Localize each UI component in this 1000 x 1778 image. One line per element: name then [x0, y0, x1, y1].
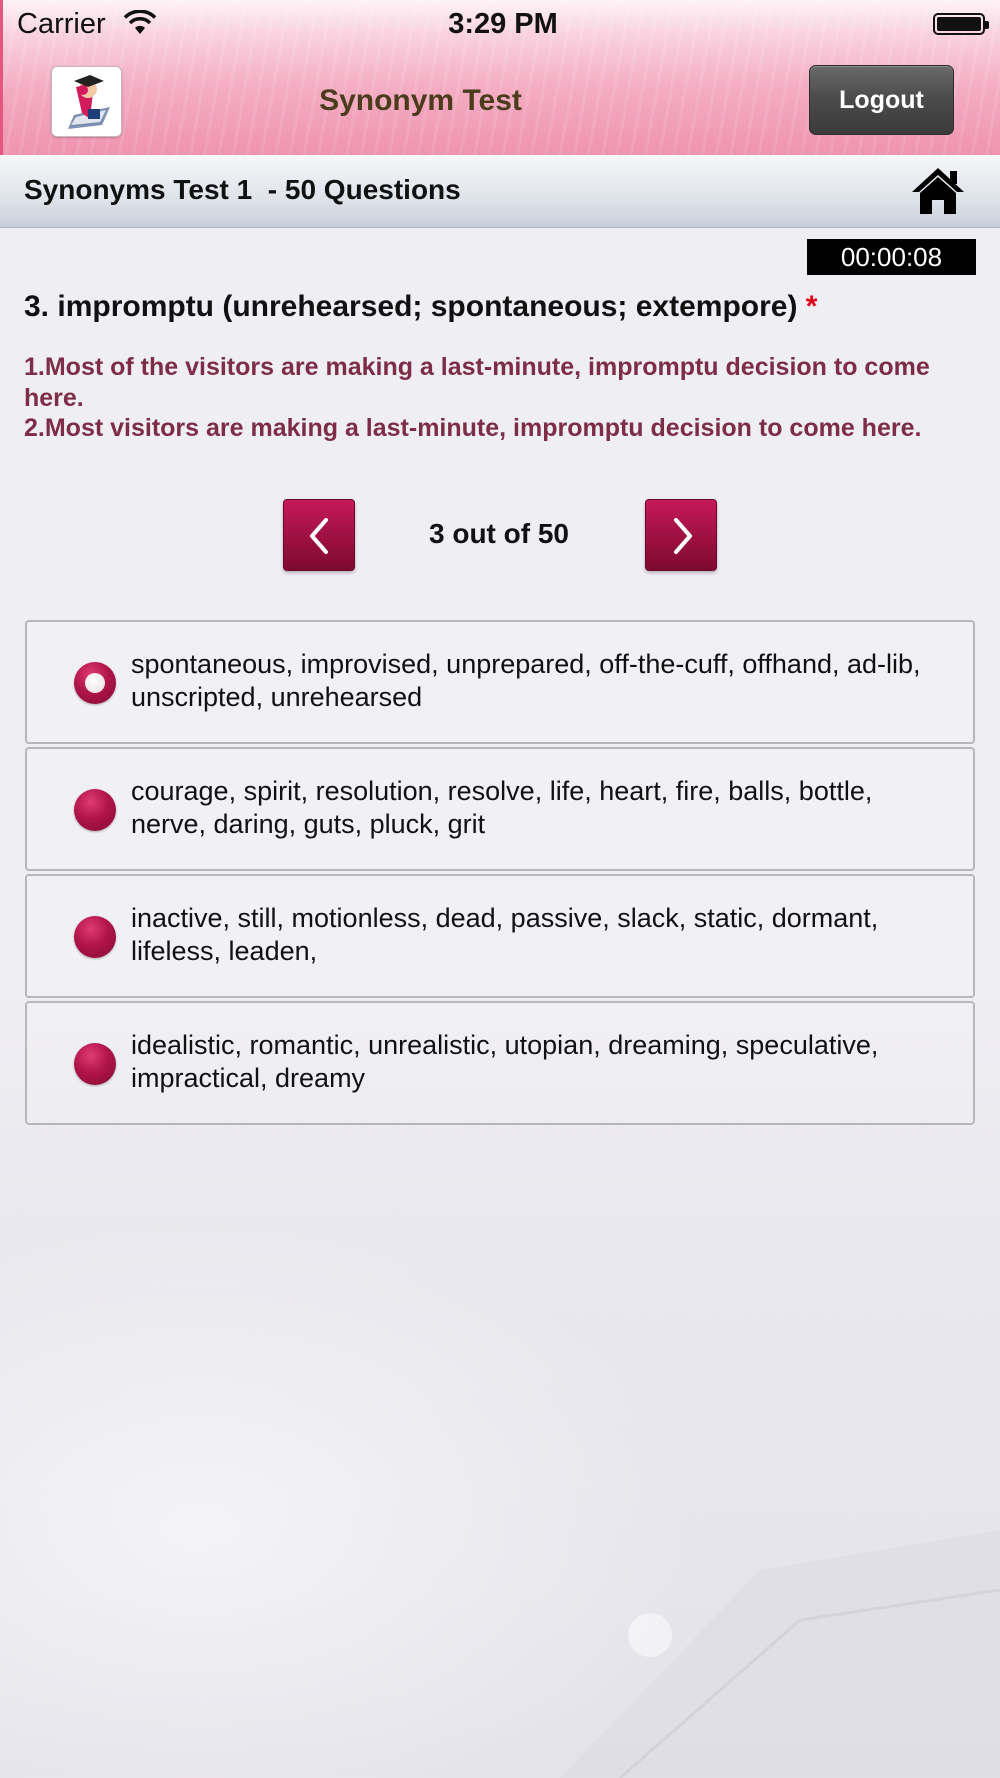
answer-option[interactable] — [25, 747, 975, 871]
answer-option-text: spontaneous, improvised, unprepared, off-the-cuff, offhand, ad-lib, unscripted, unrehearsed — [131, 649, 921, 712]
test-header-bar — [0, 155, 1000, 228]
status-time: 3:29 PM — [448, 8, 558, 40]
question-text: 3. impromptu (unrehearsed; spontaneous; extempore) — [24, 290, 798, 323]
carrier-label: Carrier — [17, 8, 106, 40]
example-sentence: 1.Most of the visitors are making a last-minute, impromptu decision to come here. — [24, 353, 930, 412]
radio-button[interactable] — [74, 916, 116, 958]
answer-option[interactable] — [25, 620, 975, 744]
next-question-button[interactable] — [645, 499, 717, 571]
answer-option-text: inactive, still, motionless, dead, passive, slack, static, dormant, lifeless, leaden, — [131, 903, 879, 966]
example-sentence: 2.Most visitors are making a last-minute, impromptu decision to come here. — [24, 414, 922, 442]
timer-display: 00:00:08 — [807, 239, 976, 275]
radio-button-selected[interactable] — [74, 662, 116, 704]
previous-question-button[interactable] — [283, 499, 355, 571]
chevron-right-icon — [668, 517, 696, 555]
status-bar — [3, 0, 1000, 50]
answer-option-text: courage, spirit, resolution, resolve, life, heart, fire, balls, bottle, nerve, daring, guts, pluck, grit — [131, 776, 873, 839]
background-decoration — [0, 1150, 1000, 1778]
required-mark: * — [805, 290, 818, 323]
home-icon[interactable] — [910, 166, 966, 216]
logout-button[interactable]: Logout — [809, 65, 954, 135]
logo-graduate-icon — [52, 67, 121, 136]
radio-button[interactable] — [74, 789, 116, 831]
question-counter: 3 out of 50 — [428, 518, 569, 549]
example-sentences — [24, 352, 954, 444]
question-heading — [24, 290, 974, 324]
test-title: Synonyms Test 1 - 50 Questions — [24, 174, 461, 205]
app-title: Synonym Test — [319, 84, 522, 117]
battery-icon — [933, 13, 985, 35]
chevron-left-icon — [306, 517, 334, 555]
answer-option[interactable] — [25, 1001, 975, 1125]
top-bar — [0, 0, 1000, 155]
radio-button[interactable] — [74, 1043, 116, 1085]
answer-option[interactable] — [25, 874, 975, 998]
answer-option-text: idealistic, romantic, unrealistic, utopian, dreaming, speculative, impractical, dreamy — [131, 1030, 879, 1093]
app-logo — [51, 66, 122, 137]
